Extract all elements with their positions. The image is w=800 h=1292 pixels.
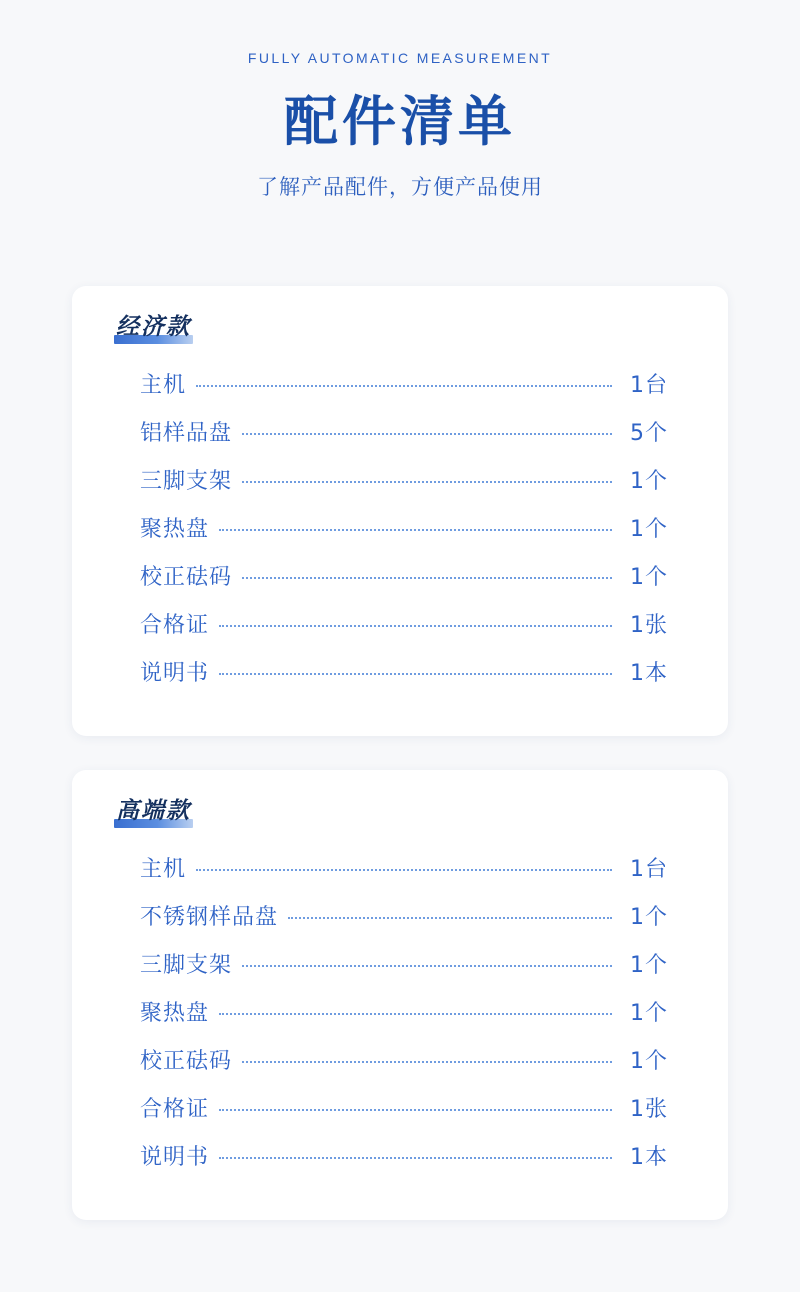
card-title-premium: 高端款 <box>116 798 191 824</box>
item-name: 说明书 <box>140 1145 210 1170</box>
item-name: 聚热盘 <box>140 1001 210 1026</box>
page-title: 配件清单 <box>284 90 516 153</box>
item-quantity: 1本 <box>630 1145 668 1170</box>
item-quantity: 1个 <box>630 953 668 978</box>
item-name: 铝样品盘 <box>140 421 233 446</box>
item-quantity: 1张 <box>630 1097 668 1122</box>
item-name: 合格证 <box>140 1097 210 1122</box>
list-item <box>140 512 668 560</box>
dot-leader <box>219 1155 612 1159</box>
eyebrow-text: FULLY AUTOMATIC MEASUREMENT <box>247 50 553 66</box>
item-quantity: 1个 <box>630 469 668 494</box>
list-item <box>140 996 668 1044</box>
dot-leader <box>242 431 612 435</box>
item-quantity: 1张 <box>630 613 668 638</box>
card-title-economy: 经济款 <box>116 314 191 340</box>
dot-leader <box>219 1011 612 1015</box>
item-quantity: 1个 <box>630 1049 668 1074</box>
list-item <box>140 900 668 948</box>
list-item <box>140 1092 668 1140</box>
list-item <box>140 608 668 656</box>
dot-leader <box>219 527 612 531</box>
item-quantity: 1个 <box>630 1001 668 1026</box>
item-quantity: 1个 <box>630 517 668 542</box>
accessory-card-economy <box>72 286 728 736</box>
accessory-card-premium <box>72 770 728 1220</box>
item-name: 三脚支架 <box>140 469 233 494</box>
item-name: 合格证 <box>140 613 210 638</box>
item-quantity: 1本 <box>630 661 668 686</box>
item-quantity: 1个 <box>630 565 668 590</box>
list-item <box>140 656 668 704</box>
card-title-premium-wrap <box>114 796 193 826</box>
accessory-items-economy <box>106 368 694 704</box>
item-name: 校正砝码 <box>140 565 233 590</box>
dot-leader <box>219 671 612 675</box>
dot-leader <box>219 1107 612 1111</box>
list-item <box>140 852 668 900</box>
item-name: 聚热盘 <box>140 517 210 542</box>
page-header <box>0 0 800 202</box>
dot-leader <box>242 1059 612 1063</box>
item-quantity: 1台 <box>630 373 668 398</box>
list-item <box>140 368 668 416</box>
dot-leader <box>242 479 612 483</box>
dot-leader <box>196 383 612 387</box>
item-name: 主机 <box>140 373 187 398</box>
item-quantity: 1台 <box>630 857 668 882</box>
item-quantity: 1个 <box>630 905 668 930</box>
item-name: 不锈钢样品盘 <box>140 905 279 930</box>
dot-leader <box>242 575 612 579</box>
list-item <box>140 1044 668 1092</box>
list-item <box>140 464 668 512</box>
item-name: 主机 <box>140 857 187 882</box>
dot-leader <box>219 623 612 627</box>
dot-leader <box>196 867 612 871</box>
item-quantity: 5个 <box>630 421 668 446</box>
dot-leader <box>288 915 612 919</box>
dot-leader <box>242 963 612 967</box>
list-item <box>140 416 668 464</box>
list-item <box>140 560 668 608</box>
list-item <box>140 1140 668 1188</box>
item-name: 三脚支架 <box>140 953 233 978</box>
page-subtitle: 了解产品配件，方便产品使用 <box>257 175 543 199</box>
accessory-items-premium <box>106 852 694 1188</box>
item-name: 校正砝码 <box>140 1049 233 1074</box>
item-name: 说明书 <box>140 661 210 686</box>
list-item <box>140 948 668 996</box>
card-title-economy-wrap <box>114 312 193 342</box>
